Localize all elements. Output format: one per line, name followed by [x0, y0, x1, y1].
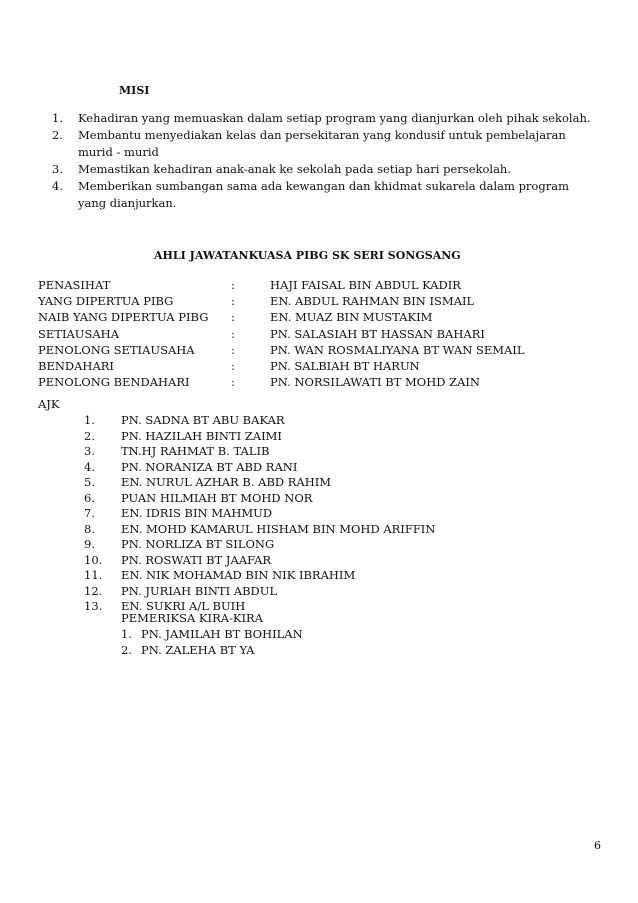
officer-row — [38, 374, 618, 390]
member-name: PN. ROSWATI BT JAAFAR — [121, 552, 272, 567]
list-item — [84, 413, 584, 429]
list-number: 2. — [121, 642, 132, 657]
member-name: EN. MOHD KAMARUL HISHAM BIN MOHD ARIFFIN — [121, 521, 436, 536]
list-item — [52, 178, 592, 212]
list-item — [52, 110, 592, 127]
list-item — [84, 584, 584, 600]
officer-row — [38, 277, 618, 293]
officer-row — [38, 358, 618, 374]
misi-heading: MISI — [119, 84, 150, 97]
misi-list — [52, 110, 592, 212]
officer-name: PN. SALASIAH BT HASSAN BAHARI — [270, 326, 485, 341]
officer-row — [38, 309, 618, 325]
list-item — [84, 444, 584, 460]
officer-row — [38, 326, 618, 342]
ajk-member-list — [84, 413, 584, 615]
list-item — [52, 127, 592, 161]
ajk-heading: AJK — [38, 397, 60, 411]
officer-name: PN. SALBIAH BT HARUN — [270, 358, 420, 373]
member-name: TN.HJ RAHMAT B. TALIB — [121, 444, 270, 458]
officer-table — [38, 277, 618, 390]
list-number: 11. — [84, 568, 103, 582]
list-text: Membantu menyediakan kelas dan persekitaran yang kondusif untuk pembelajaran murid - murid — [78, 128, 566, 159]
separator-colon: : — [231, 278, 235, 292]
officer-role: PENOLONG BENDAHARI — [38, 375, 190, 390]
list-item — [84, 475, 584, 491]
list-number: 10. — [84, 552, 103, 567]
list-number: 4. — [52, 179, 63, 193]
officer-row — [38, 342, 618, 358]
list-item — [121, 643, 303, 659]
member-name: PUAN HILMIAH BT MOHD NOR — [121, 490, 313, 505]
list-number: 2. — [84, 428, 95, 443]
list-number: 6. — [84, 490, 95, 505]
officer-role: PENOLONG SETIAUSAHA — [38, 342, 195, 357]
list-number: 3. — [52, 162, 63, 176]
member-name: PN. SADNA BT ABU BAKAR — [121, 413, 285, 427]
list-item — [84, 460, 584, 476]
separator-colon: : — [231, 310, 235, 325]
member-name: EN. IDRIS BIN MAHMUD — [121, 506, 273, 520]
list-number: 2. — [52, 128, 63, 142]
auditor-name: PN. ZALEHA BT YA — [141, 642, 255, 657]
member-name: PN. JURIAH BINTI ABDUL — [121, 583, 278, 598]
list-number: 5. — [84, 475, 95, 489]
officer-role: NAIB YANG DIPERTUA PIBG — [38, 310, 209, 325]
officer-name: EN. ABDUL RAHMAN BIN ISMAIL — [270, 294, 475, 309]
separator-colon: : — [231, 375, 235, 390]
member-name: PN. NORANIZA BT ABD RANI — [121, 459, 298, 474]
member-name: PN. NORLIZA BT SILONG — [121, 537, 275, 551]
list-number: 1. — [84, 413, 95, 427]
officer-name: HAJI FAISAL BIN ABDUL KADIR — [270, 278, 461, 292]
list-item — [121, 627, 303, 643]
list-item — [84, 491, 584, 507]
auditor-name: PN. JAMILAH BT BOHILAN — [141, 627, 303, 641]
list-number: 12. — [84, 583, 103, 598]
officer-role: BENDAHARI — [38, 358, 114, 373]
list-number: 13. — [84, 599, 103, 613]
separator-colon: : — [231, 294, 235, 309]
auditor-heading: PEMERIKSA KIRA-KIRA — [121, 611, 264, 625]
list-number: 7. — [84, 506, 95, 520]
list-text: Kehadiran yang memuaskan dalam setiap program yang dianjurkan oleh pihak sekolah. — [78, 111, 591, 125]
officer-role: SETIAUSAHA — [38, 326, 119, 341]
list-item — [52, 161, 592, 178]
list-item — [84, 506, 584, 522]
officer-name: EN. MUAZ BIN MUSTAKIM — [270, 310, 433, 325]
member-name: PN. HAZILAH BINTI ZAIMI — [121, 428, 282, 443]
list-number: 8. — [84, 521, 95, 536]
list-item — [84, 537, 584, 553]
officer-role: YANG DIPERTUA PIBG — [38, 294, 174, 309]
officer-name: PN. NORSILAWATI BT MOHD ZAIN — [270, 375, 480, 390]
separator-colon: : — [231, 326, 235, 341]
separator-colon: : — [231, 342, 235, 357]
member-name: EN. NIK MOHAMAD BIN NIK IBRAHIM — [121, 568, 356, 582]
list-number: 4. — [84, 459, 95, 474]
officer-role: PENASIHAT — [38, 278, 111, 292]
officer-row — [38, 293, 618, 309]
member-name: EN. SUKRI A/L BUIH — [121, 599, 246, 613]
list-text: Memastikan kehadiran anak-anak ke sekolah pada setiap hari persekolah. — [78, 162, 511, 176]
separator-colon: : — [231, 358, 235, 373]
list-item — [84, 522, 584, 538]
list-item — [84, 553, 584, 569]
officer-name: PN. WAN ROSMALIYANA BT WAN SEMAIL — [270, 342, 525, 357]
member-name: EN. NURUL AZHAR B. ABD RAHIM — [121, 475, 332, 489]
list-item — [84, 429, 584, 445]
list-number: 3. — [84, 444, 95, 458]
auditor-list — [121, 627, 303, 658]
list-number: 1. — [121, 627, 132, 641]
list-number: 9. — [84, 537, 95, 551]
list-item — [84, 568, 584, 584]
list-text: Memberikan sumbangan sama ada kewangan dan khidmat sukarela dalam program yang dianjurkan. — [78, 179, 569, 210]
list-number: 1. — [52, 111, 63, 125]
committee-heading: AHLI JAWATANKUASA PIBG SK SERI SONGSANG — [154, 249, 461, 262]
page-number: 6 — [594, 839, 601, 852]
